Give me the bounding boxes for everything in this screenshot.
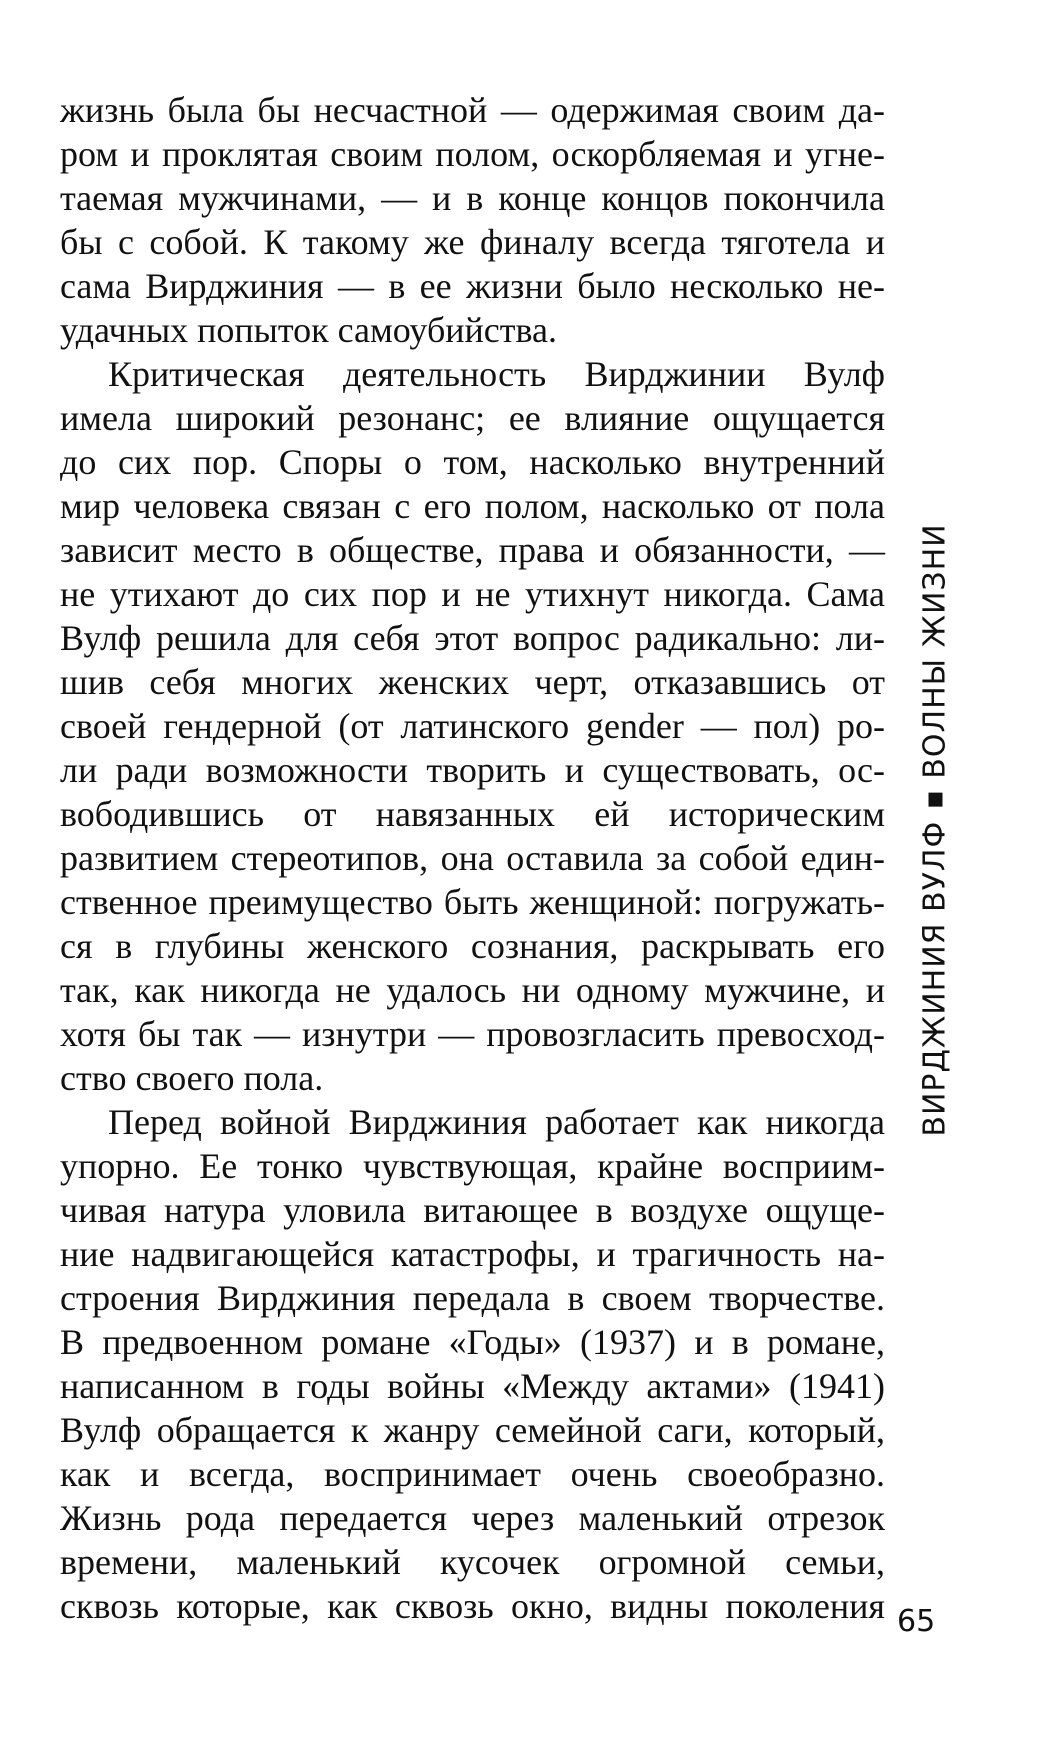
running-header-author: ВИРДЖИНИЯ ВУЛФ	[917, 820, 953, 1137]
running-header-text	[918, 523, 953, 1136]
body-text	[60, 88, 885, 1628]
text-line: как и всегда, воспринимает очень своеобразно.	[60, 1454, 885, 1494]
text-line: так, как никогда не удалось ни одному мужчине, и	[60, 970, 885, 1010]
paragraph	[60, 88, 885, 352]
text-line: удачных попыток самоубийства.	[60, 310, 558, 350]
text-line: ственное преимущество быть женщиной: погружать-	[60, 882, 885, 922]
text-line: ли ради возможности творить и существовать, ос-	[60, 750, 885, 790]
square-bullet-icon	[928, 793, 942, 807]
text-line: жизнь была бы несчастной — одержимая своим да-	[60, 90, 885, 130]
text-line: Перед войной Вирджиния работает как никогда	[108, 1102, 885, 1142]
text-line: зависит место в обществе, права и обязанности, —	[60, 530, 885, 570]
text-line: чивая натура уловила витающее в воздухе ощуще-	[60, 1190, 885, 1230]
text-line: ром и проклятая своим полом, оскорбляемая и угне-	[60, 134, 885, 174]
text-line: имела широкий резонанс; ее влияние ощущается	[60, 398, 885, 438]
text-line: таемая мужчинами, — и в конце концов покончила	[60, 178, 885, 218]
text-line: хотя бы так — изнутри — провозгласить превосход-	[60, 1014, 885, 1054]
text-line: до сих пор. Споры о том, насколько внутренний	[60, 442, 885, 482]
page-number: 65	[897, 1604, 936, 1639]
text-line: строения Вирджиния передала в своем творчестве.	[60, 1278, 885, 1318]
text-line: ся в глубины женского сознания, раскрывать его	[60, 926, 885, 966]
text-line: не утихают до сих пор и не утихнут никогда. Сама	[60, 574, 885, 614]
paragraph	[60, 1100, 885, 1628]
running-header-title: ВОЛНЫ ЖИЗНИ	[917, 523, 953, 779]
text-line: В предвоенном романе «Годы» (1937) и в романе,	[60, 1322, 885, 1362]
text-line: ство своего пола.	[60, 1058, 324, 1098]
text-line: времени, маленький кусочек огромной семьи,	[60, 1542, 885, 1582]
text-line: сквозь которые, как сквозь окно, видны поколения	[60, 1586, 885, 1626]
text-line: Вулф обращается к жанру семейной саги, который,	[60, 1410, 885, 1450]
text-line: Жизнь рода передается через маленький отрезок	[60, 1498, 885, 1538]
text-line: Вулф решила для себя этот вопрос радикально: ли-	[60, 618, 885, 658]
text-line: своей гендерной (от латинского gender — пол) ро-	[60, 706, 885, 746]
text-line: бы с собой. К такому же финалу всегда тяготела и	[60, 222, 885, 262]
text-line: развитием стереотипов, она оставила за собой един-	[60, 838, 885, 878]
text-line: сама Вирджиния — в ее жизни было несколько не-	[60, 266, 885, 306]
text-line: написанном в годы войны «Между актами» (1941)	[60, 1366, 885, 1406]
text-line: шив себя многих женских черт, отказавшись от	[60, 662, 885, 702]
paragraph	[60, 352, 885, 1100]
text-line: упорно. Ее тонко чувствующая, крайне восприим-	[60, 1146, 885, 1186]
text-line: мир человека связан с его полом, насколько от пола	[60, 486, 885, 526]
text-line: ние надвигающейся катастрофы, и трагичность на-	[60, 1234, 885, 1274]
text-line: вободившись от навязанных ей историческим	[60, 794, 885, 834]
text-line: Критическая деятельность Вирджинии Вулф	[108, 354, 885, 394]
